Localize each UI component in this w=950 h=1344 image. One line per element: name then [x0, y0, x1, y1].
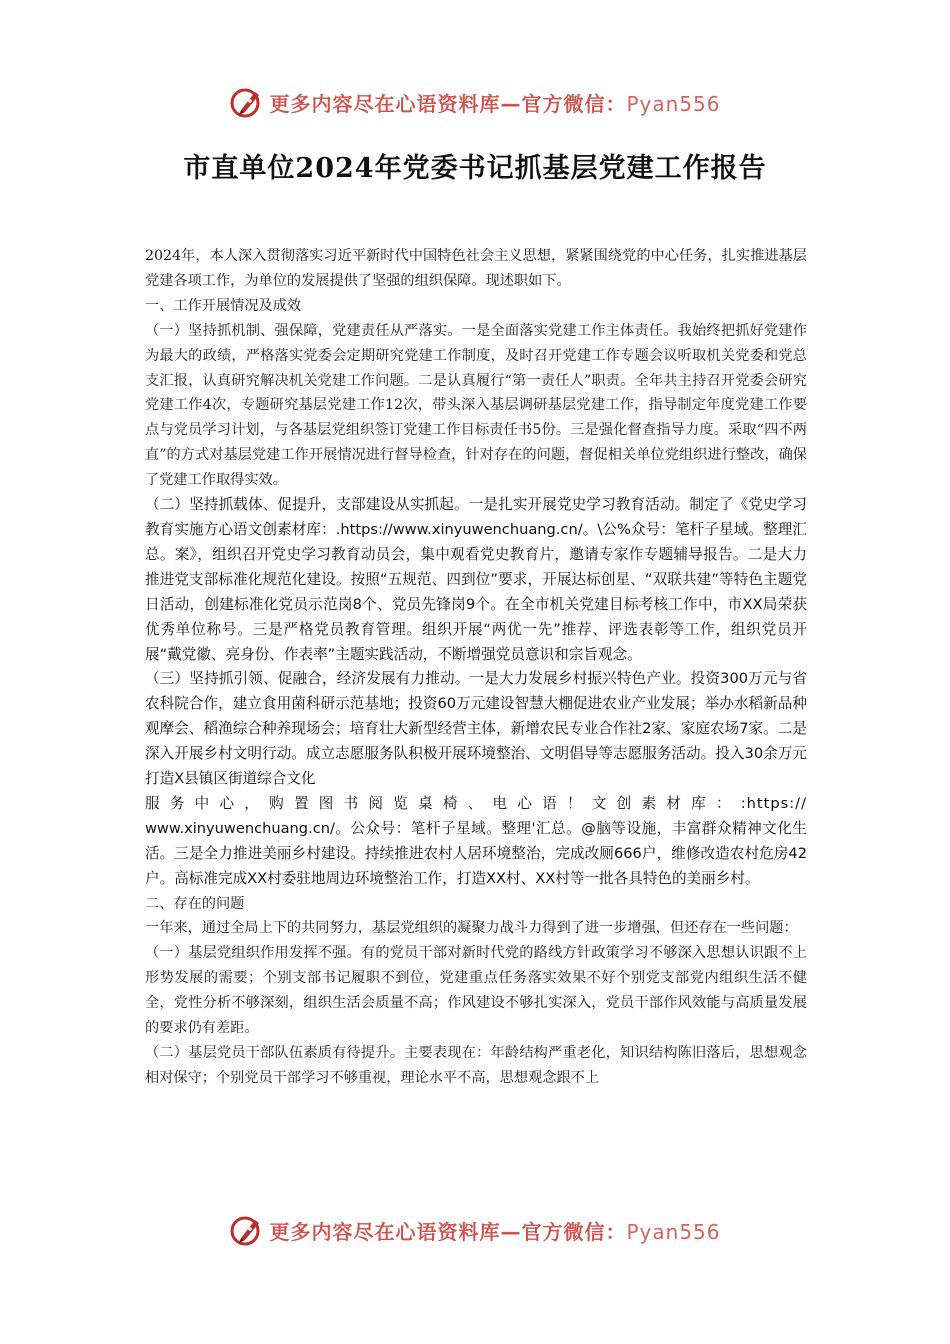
- paragraph-carrier: （二）坚持抓载体、促提升，支部建设从实抓起。一是扎实开展党史学习教育活动。制定了《党史学习教育实施方心语文创素材库：.https://www.xinyuwenchuang.cn/。\公%众号：笔杆子星域。整理汇总。案》，组织召开党史学习教育动员会，集中观看党史教育片，邀请专家作专题辅导报告。二是大力推进党支部标准化规范化建设。按照“五规范、四到位”要求，开展达标创星、“双联共建”等特色主题党日活动，创建标准化党员示范岗8个、党员先锋岗9个。在全市机关党建目标考核工作中，市XX局荣获优秀单位称号。三是严格党员教育管理。组织开展“两优一先”推荐、评选表彰等工作，组织党员开展“戴党徽、亮身份、作表率”主题实践活动，不断增强党员意识和宗旨观念。: [145, 496, 807, 663]
- paragraph-leadership: （三）坚持抓引领、促融合，经济发展有力推动。一是大力发展乡村振兴特色产业。投资300万元与省农科院合作，建立食用菌科研示范基地；投资60万元建设智慧大棚促进农业产业发展；举办水稻新品种观摩会、稻渔综合种养现场会；培育壮大新型经营主体，新增农民专业合作社2家、家庭农场7家。二是深入开展乡村文明行动。成立志愿服务队积极开展环境整治、文明倡导等志愿服务活动。投入30余万元打造X县镇区街道综合文化: [145, 670, 807, 788]
- paragraph-mechanism: （一）坚持抓机制、强保障，党建责任从严落实。一是全面落实党建工作主体责任。我始终把抓好党建作为最大的政绩，严格落实党委会定期研究党建工作制度，及时召开党建工作专题会议听取机关党委和党总支汇报，认真研究解决机关党建工作问题。二是认真履行“第一责任人”职责。全年共主持召开党委会研究党建工作4次，专题研究基层党建工作12次，带头深入基层调研基层党建工作，指导制定年度党建工作要点与党员学习计划，与各基层党组织签订党建工作目标责任书5份。三是强化督查指导力度。采取“四不两直”的方式对基层党建工作开展情况进行督导检查，针对存在的问题，督促相关单位党组织进行整改，确保了党建工作取得实效。: [145, 322, 807, 489]
- watermark-text: 更多内容尽在心语资料库—官方微信：Pyan556: [269, 91, 721, 116]
- document-title: 市直单位2024年党委书记抓基层党建工作报告: [183, 153, 767, 184]
- watermark-banner-top: [0, 80, 950, 124]
- pen-nib-logo-icon: [229, 1212, 265, 1248]
- pen-nib-logo-icon: [229, 84, 265, 120]
- document-body: [145, 244, 807, 1091]
- intro-paragraph: 2024年，本人深入贯彻落实习近平新时代中国特色社会主义思想，紧紧围绕党的中心任务，扎实推进基层党建各项工作，为单位的发展提供了坚强的组织保障。现述职如下。: [145, 248, 807, 289]
- section-heading-work: 一、工作开展情况及成效: [145, 297, 302, 314]
- watermark-banner-bottom: [0, 1208, 950, 1252]
- paragraph-problem-1: （一）基层党组织作用发挥不强。有的党员干部对新时代党的路线方针政策学习不够深入思想认识跟不上形势发展的需要；个别支部书记履职不到位，党建重点任务落实效果不好个别党支部党内组织生活不健全，党性分析不够深刻，组织生活会质量不高；作风建设不够扎实深入，党员干部作风效能与高质量发展的要求仍有差距。: [145, 945, 807, 1037]
- paragraph-problems-intro: 一年来，通过全局上下的共同努力，基层党组织的凝聚力战斗力得到了进一步增强，但还存在一些问题：: [145, 920, 798, 937]
- watermark-text: 更多内容尽在心语资料库—官方微信：Pyan556: [269, 1219, 721, 1244]
- paragraph-leadership-line: 服务中心，购置图书阅览桌椅、电心语！文创素材库：:https://: [145, 794, 807, 812]
- paragraph-problem-2: （二）基层党员干部队伍素质有待提升。主要表现在：年龄结构严重老化，知识结构陈旧落后，思想观念相对保守；个别党员干部学习不够重视，理论水平不高，思想观念跟不上: [145, 1045, 807, 1086]
- section-heading-problems: 二、存在的问题: [145, 895, 245, 912]
- wechat-id: Pyan556: [626, 91, 721, 116]
- wechat-id: Pyan556: [626, 1219, 721, 1244]
- paragraph-leadership-cont: www.xinyuwenchuang.cn/。公众号：笔杆子星域。整理'汇总。@脑等设施，丰富群众精神文化生活。三是全力推进美丽乡村建设。持续推进农村人居环境整治，完成改厕666户，维修改造农村危房42户。高标准完成XX村委驻地周边环境整治工作，打造XX村、XX村等一批各具特色的美丽乡村。: [145, 819, 807, 887]
